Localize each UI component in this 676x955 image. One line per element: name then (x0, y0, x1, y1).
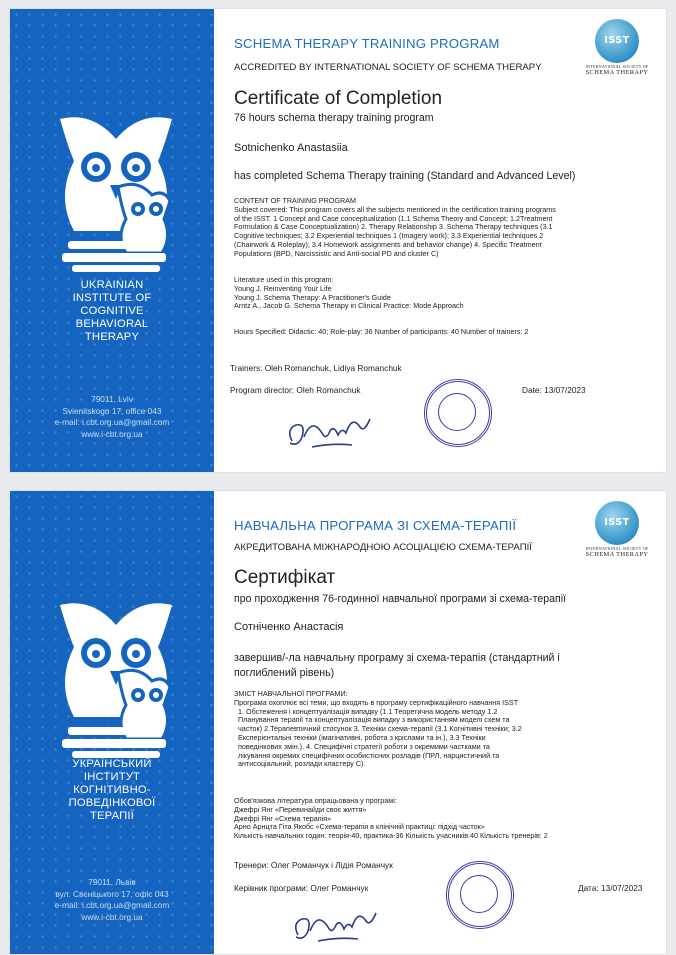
isst-globe-icon: ISST (595, 19, 639, 63)
accreditation: ACCREDITED BY INTERNATIONAL SOCIETY OF SCHEMA THERAPY (234, 62, 542, 73)
trainers: Тренери: Олег Романчук і Лідія Романчук (234, 860, 393, 870)
program-content: CONTENT OF TRAINING PROGRAM Subject covered: This program covers all the subjects mentioned in the certification training programs of the ISST. 1 Concept and Case conceptualization (1.1 Schema Theory and Concept; 1.2Treatment Formulation & Case Conceptualization) 2. Therapy Relationship 3. Schema Therapy techniques (3.1 Cognitive techniques; 3.2 Experiential techniques 1 (Imagery work); 3.3 Experiential techniques 2 (Chairwork & Roleplay); 3.4 Homework assignments and behavior change) 4. Specific Treatment Populations (BPD, Narcissistic and Anti-social PD and cluster C) (234, 196, 556, 258)
literature-list: Literature used in this program: Young J. Reinventing Your Life Young J. Schema Therapy: A Practitioner's Guide Arntz A., Jacob G. Schema Therapy in Clinical Practice: Mode Approach (234, 275, 464, 311)
isst-logo: ISST INTERNATIONAL SOCIETY OF SCHEMA THERAPY (582, 19, 652, 76)
program-content: ЗМІСТ НАВЧАЛЬНОЇ ПРОГРАМИ: Програма охоплює всі теми, що входять в програму сертифікаційного навчання ISST 1. Обстеження і концептуалізація випадку (1.1 Теоретична модель методу 1.2 Планування терапії та концептуалізація випадку з використанням моделі схем та часток) 2.Терапевтичний стосунок 3. Техніки схема-терапії (3.1 Когнітивні техніки; 3.2 Експерієнтальні техніки (імагінативні, робота з кріслами та ін.), 3.3 Техніки поведінкових змін.). 4. Специфічні стратегії роботи з окремими частками та лікування окремих специфічних особистісних розладів (ПРЛ, нарцистичний та антисоціальний, розлади кластеру С). (234, 689, 522, 769)
certificate-title: Certificate of Completion (234, 88, 443, 109)
certificate-body (230, 9, 666, 472)
participant-name: Sotnichenko Anastasiia (234, 142, 348, 154)
institute-address: 79011, Львів вул. Свєніцького 17, офіс 043 e-mail: i.cbt.org.ua@gmail.com www.i-cbt.org.ua (54, 877, 170, 922)
literature-list: Обов'язкова література опрацьована у програмі: Джефрі Янг «Перевинайди своє життя» Джефрі Янг «Схема терапія» Арно Арнцта Гіта Якобс «Схема-терапія в клінічній практиці: підхід часток» Кількість навчальних годин: теорія-40, практика-36 Кількість учасників:40 Кількість тренерів: 2 (234, 796, 548, 841)
official-stamp (424, 379, 492, 447)
isst-logo: ISST INTERNATIONAL SOCIETY OF SCHEMA THERAPY (582, 501, 652, 558)
accreditation: АКРЕДИТОВАНА МІЖНАРОДНОЮ АСОЦІАЦІЄЮ СХЕМА-ТЕРАПІЇ (234, 542, 532, 553)
official-stamp (446, 861, 514, 929)
certificate-english (10, 9, 666, 472)
institute-sidebar (10, 9, 214, 472)
certificate-ukrainian (10, 491, 666, 954)
institute-name: УКРАЇНСЬКИЙ ІНСТИТУТ КОГНІТИВНО- ПОВЕДІНКОВОЇ ТЕРАПІЇ (68, 758, 156, 822)
program-title: НАВЧАЛЬНА ПРОГРАМА ЗІ СХЕМА-ТЕРАПІЇ (234, 518, 517, 533)
hours-specified: Hours Specified: Didactic: 40; Role-play: 36 Number of participants: 40 Number of trainers: 2 (234, 327, 529, 336)
certificate-body (234, 491, 666, 954)
trainers: Trainers: Oleh Romanchuk, Lidiya Romanchuk (230, 363, 402, 373)
institute-address: 79011, Lviv Svienitskogo 17, office 043 e-mail: i.cbt.org.ua@gmail.com www.i-cbt.org.ua (54, 394, 170, 439)
stamp-owl-icon (460, 875, 498, 913)
stamp-owl-icon (438, 393, 476, 431)
owl-logo-icon (46, 105, 186, 275)
owl-logo-icon (46, 591, 186, 761)
signature (288, 901, 380, 945)
certificate-title: Сертифікат (234, 567, 336, 588)
participant-name: Сотніченко Анастасія (234, 621, 344, 633)
completion-statement: has completed Schema Therapy training (Standard and Advanced Level) (234, 170, 576, 182)
signature (282, 407, 374, 451)
certificate-date: Дата: 13/07/2023 (578, 883, 643, 893)
institute-sidebar (10, 491, 214, 954)
completion-statement: завершив/-ла навчальну програму зі схема-терапія (стандартний і поглиблений рівень) (234, 652, 560, 679)
certificate-subtitle: 76 hours schema therapy training program (234, 112, 434, 124)
certificate-date: Date: 13/07/2023 (522, 385, 586, 395)
program-director: Program director: Oleh Romanchuk (230, 385, 361, 395)
program-title: SCHEMA THERAPY TRAINING PROGRAM (234, 36, 500, 51)
institute-name: UKRAINIAN INSTITUTE OF COGNITIVE BEHAVIORAL THERAPY (72, 279, 152, 343)
certificate-subtitle: про проходження 76-годинної навчальної програми зі схема-терапії (234, 593, 567, 605)
isst-globe-icon: ISST (595, 501, 639, 545)
program-director: Керівник програми: Олег Романчук (234, 883, 369, 893)
